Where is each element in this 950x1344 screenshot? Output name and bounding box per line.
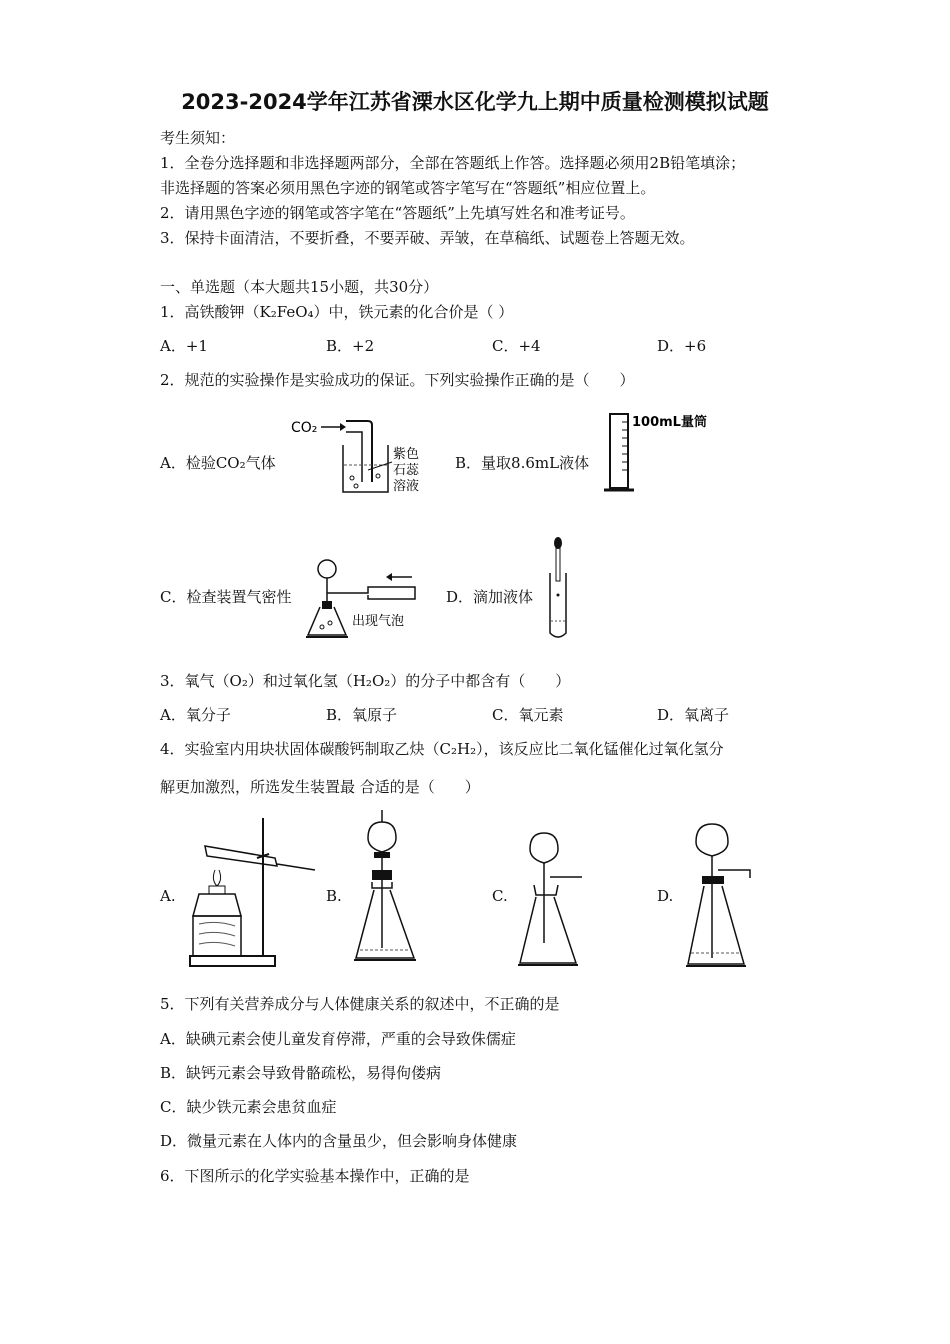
q3-option-c: C．氧元素 bbox=[492, 706, 564, 724]
svg-text:CO₂: CO₂ bbox=[291, 420, 318, 436]
question-2-stem: 2．规范的实验操作是实验成功的保证。下列实验操作正确的是（ ） bbox=[160, 371, 635, 389]
q5-option-d: D．微量元素在人体内的含量虽少，但会影响身体健康 bbox=[160, 1132, 518, 1150]
page-title: 2023-2024学年江苏省溧水区化学九上期中质量检测模拟试题 bbox=[181, 90, 769, 114]
long-funnel-flask-figure bbox=[510, 825, 590, 973]
notice-item: 非选择题的答案必须用黑色字迹的钢笔或答字笔写在“答题纸”相应位置上。 bbox=[160, 179, 656, 197]
svg-text:100mL量筒: 100mL量筒 bbox=[632, 415, 707, 430]
q1-option-b: B．+2 bbox=[326, 337, 375, 355]
q1-option-c: C．+4 bbox=[492, 337, 541, 355]
q4-option-b: B. bbox=[326, 887, 342, 905]
q1-option-a: A．+1 bbox=[160, 337, 208, 355]
svg-text:紫色: 紫色 bbox=[393, 447, 420, 462]
q2-option-a: A．检验CO₂气体 bbox=[160, 454, 276, 472]
question-6-stem: 6．下图所示的化学实验基本操作中，正确的是 bbox=[160, 1167, 470, 1185]
dropper-figure bbox=[540, 535, 580, 645]
q4-option-a: A. bbox=[160, 887, 176, 905]
separatory-funnel-figure bbox=[350, 808, 440, 973]
q2-option-b: B．量取8.6mL液体 bbox=[455, 454, 590, 472]
q4-option-d: D. bbox=[657, 887, 674, 905]
question-1-stem: 1．高铁酸钾（K₂FeO₄）中，铁元素的化合价是（ ） bbox=[160, 303, 514, 321]
q5-option-a: A．缺碘元素会使儿童发育停滞，严重的会导致侏儒症 bbox=[160, 1030, 516, 1048]
question-4-stem-cont: 解更加激烈，所选发生装置最 合适的是（ ） bbox=[160, 778, 480, 796]
q4-option-c: C. bbox=[492, 887, 508, 905]
graduated-cylinder-figure bbox=[600, 408, 730, 500]
question-5-stem: 5．下列有关营养成分与人体健康关系的叙述中，不正确的是 bbox=[160, 995, 560, 1013]
section-heading: 一、单选题（本大题共15小题，共30分） bbox=[160, 278, 439, 296]
notice-item: 1．全卷分选择题和非选择题两部分，全部在答题纸上作答。选择题必须用2B铅笔填涂； bbox=[160, 154, 746, 172]
q5-option-b: B．缺钙元素会导致骨骼疏松，易得佝偻病 bbox=[160, 1064, 442, 1082]
question-4-stem: 4．实验室内用块状固体碳酸钙制取乙炔（C₂H₂），该反应比二氧化锰催化过氧化氢分 bbox=[160, 740, 724, 758]
q2-option-c: C．检查装置气密性 bbox=[160, 588, 292, 606]
q3-option-d: D．氧离子 bbox=[657, 706, 730, 724]
notice-heading: 考生须知： bbox=[160, 129, 236, 147]
svg-text:溶液: 溶液 bbox=[393, 479, 420, 494]
notice-item: 2．请用黑色字迹的钢笔或答字笔在“答题纸”上先填写姓名和准考证号。 bbox=[160, 204, 635, 222]
q5-option-c: C．缺少铁元素会患贫血症 bbox=[160, 1098, 337, 1116]
q3-option-b: B．氧原子 bbox=[326, 706, 398, 724]
funnel-flask-with-liquid-figure bbox=[678, 818, 758, 973]
notice-item: 3．保持卡面清洁，不要折叠，不要弄破、弄皱，在草稿纸、试题卷上答题无效。 bbox=[160, 229, 695, 247]
question-3-stem: 3．氧气（O₂）和过氧化氢（H₂O₂）的分子中都含有（ ） bbox=[160, 672, 571, 690]
airtightness-figure bbox=[300, 555, 430, 645]
q3-option-a: A．氧分子 bbox=[160, 706, 231, 724]
svg-text:出现气泡: 出现气泡 bbox=[352, 614, 405, 629]
svg-text:石蕊: 石蕊 bbox=[393, 463, 420, 478]
q2-option-d: D．滴加液体 bbox=[446, 588, 534, 606]
heating-apparatus-figure bbox=[185, 808, 325, 973]
q1-option-d: D．+6 bbox=[657, 337, 707, 355]
co2-test-figure bbox=[288, 410, 438, 500]
